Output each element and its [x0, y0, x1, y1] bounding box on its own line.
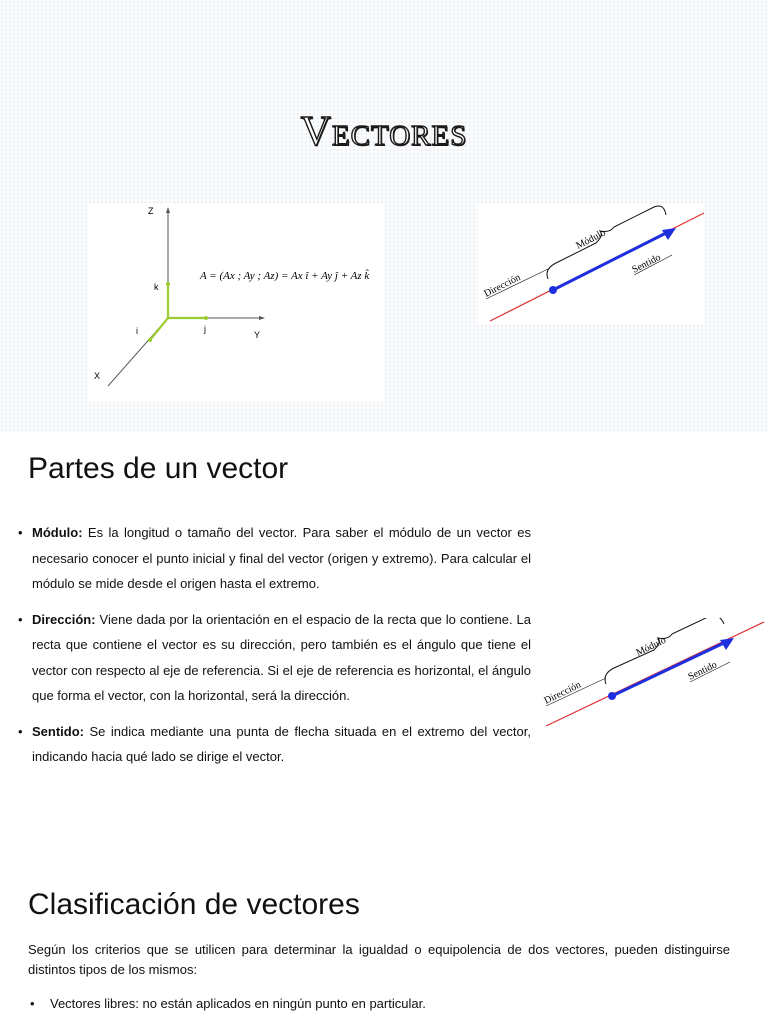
partes-heading: Partes de un vector: [28, 452, 289, 485]
term-sentido: Sentido: [32, 723, 80, 739]
vector-diagram-svg: [478, 205, 704, 325]
axes-diagram: [88, 204, 384, 402]
modulo-label: Módulo: [634, 634, 668, 659]
vector-diagram-title: [478, 205, 704, 325]
partes-list: [16, 520, 531, 780]
term-direccion: Dirección: [32, 611, 92, 627]
z-label: Z: [148, 206, 154, 216]
direccion-label: Dirección: [542, 679, 583, 707]
bullet-icon: •: [18, 723, 23, 739]
i-vector: [150, 318, 168, 340]
sentido-label: Sentido: [630, 251, 663, 276]
z-arrow-icon: [166, 207, 170, 213]
list-item: [30, 994, 426, 1014]
vector-diagram-partes: [540, 618, 766, 728]
vector-origin: [608, 692, 616, 700]
list-item: • Sentido: Se indica mediante una punta de flecha situada en el extremo del vector, indicando hacia qué lado se dirige el vector.: [16, 719, 531, 770]
i-label: i: [136, 326, 138, 336]
slide-title: Vectores: [300, 109, 468, 155]
bullet-icon: •: [18, 611, 23, 627]
clasificacion-paragraph: Según los criterios que se utilicen para determinar la igualdad o equipolencia de dos vectores, pueden distinguirse distintos tipos de los mismos:: [28, 942, 730, 977]
list-item: • Dirección: Viene dada por la orientación en el espacio de la recta que lo contiene. La recta que contiene el vector es su dirección, pero también es el ángulo que tiene el vector con respecto al eje de referencia. Si el eje de referencia es horizontal, el ángulo que forma el vector, con la horizontal, será la dirección.: [16, 607, 531, 709]
text-direccion: Viene dada por la orientación en el espacio de la recta que lo contiene. La recta que contiene el vector es su dirección, pero también es el ángulo que tiene el vector con respecto al eje de referencia. Si el eje de referencia es horizontal, el ángulo que forma el vector, con la horizontal, será la dirección.: [32, 611, 531, 703]
clasificacion-heading: Clasificación de vectores: [28, 888, 360, 921]
sentido-label: Sentido: [686, 659, 719, 683]
list-item: • Módulo: Es la longitud o tamaño del vector. Para saber el módulo de un vector es necesario conocer el punto inicial y final del vector (origen y extremo). Para calcular el módulo se mide desde el origen hasta el extremo.: [16, 520, 531, 597]
text-sentido: Se indica mediante una punta de flecha situada en el extremo del vector, indicando hacia qué lado se dirige el vector.: [32, 723, 531, 764]
bullet-icon: •: [30, 996, 35, 1011]
bullet-icon: •: [18, 525, 23, 540]
x-label: X: [94, 371, 101, 381]
term-modulo: Módulo: [32, 525, 79, 540]
vector-diagram-svg-2: [540, 618, 766, 728]
modulo-label: Módulo: [574, 227, 608, 252]
text-modulo: Es la longitud o tamaño del vector. Para saber el módulo de un vector es necesario conocer el punto inicial y final del vector (origen y extremo). Para calcular el módulo se mide desde el origen hasta el extremo.: [32, 525, 531, 591]
y-arrow-icon: [259, 316, 265, 320]
vector-formula: A = (Ax ; Ay ; Az) = Ax î + Ay ĵ + Az k̂: [200, 270, 370, 282]
j-label: j: [204, 324, 206, 334]
direccion-label: Dirección: [482, 271, 523, 300]
bullet-text: Vectores libres: no están aplicados en ningún punto en particular.: [50, 996, 426, 1011]
axes-svg: [88, 204, 384, 402]
k-label: k: [154, 282, 159, 292]
title-slide: [0, 0, 768, 432]
y-label: Y: [254, 330, 261, 340]
vector-origin: [549, 286, 557, 294]
